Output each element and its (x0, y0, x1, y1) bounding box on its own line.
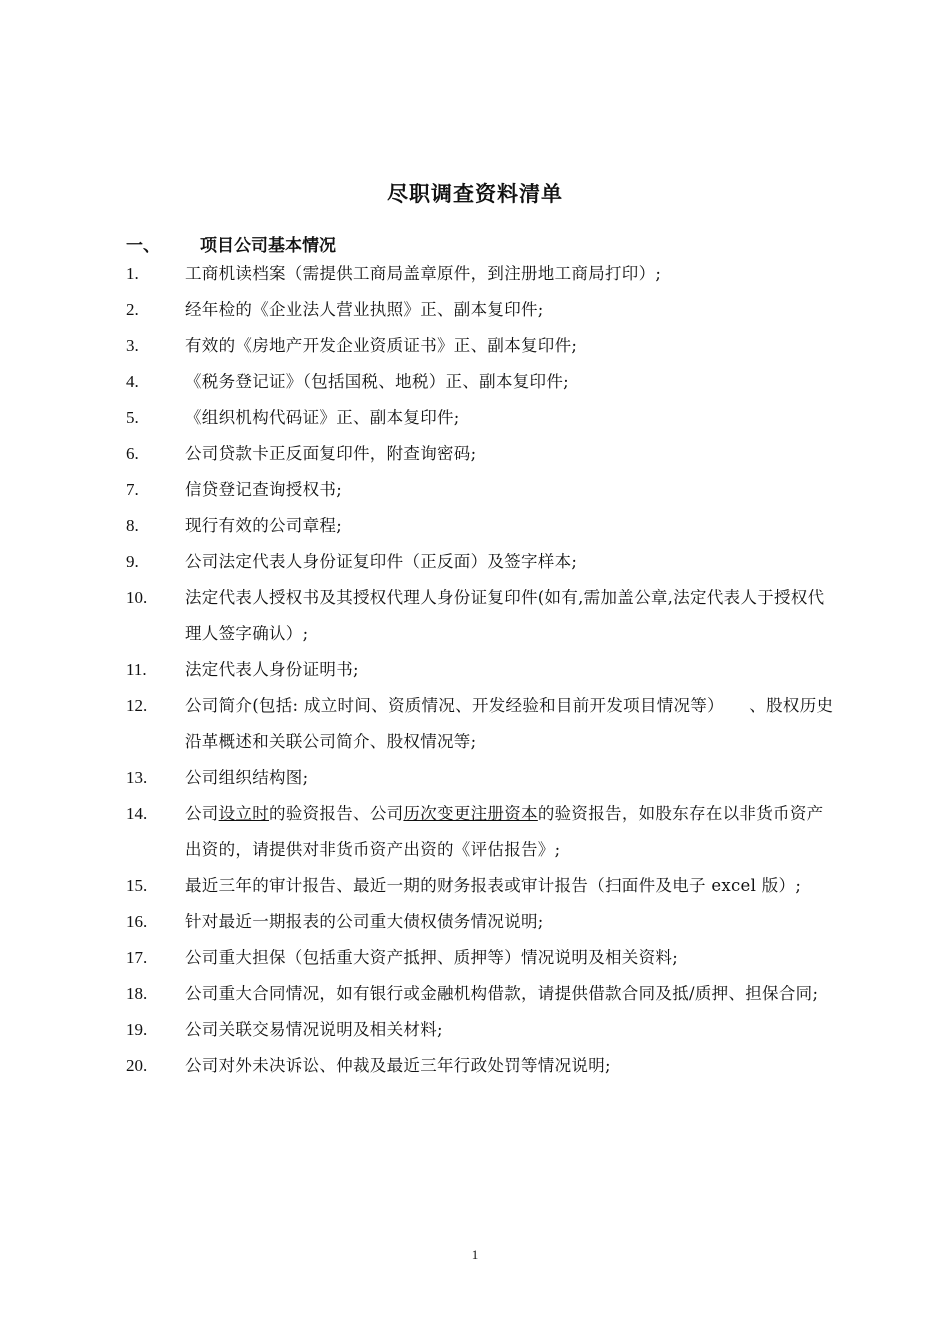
item-number: 20. (126, 1056, 148, 1075)
item-text-part: 的验资报告，如股东存在以非货币资产出资的，请提供对非货币资产出资的《评估报告》; (185, 804, 824, 859)
checklist (0, 256, 835, 1084)
item-number: 9. (126, 552, 139, 571)
item-number: 8. (126, 516, 139, 535)
item-text: 公司重大合同情况，如有银行或金融机构借款，请提供借款合同及抵/质押、担保合同; (185, 984, 819, 1003)
list-item (0, 1012, 835, 1048)
document-title: 尽职调查资料清单 (387, 181, 563, 206)
item-number: 12. (126, 696, 148, 715)
list-item (0, 868, 835, 904)
item-number: 11. (126, 660, 147, 679)
item-number: 2. (126, 300, 139, 319)
list-item (0, 796, 835, 868)
section-number: 一、 (126, 236, 160, 256)
list-item (0, 256, 835, 292)
list-item (0, 580, 835, 652)
list-item (0, 400, 835, 436)
underlined-text: 历次变更注册资本 (403, 804, 538, 823)
list-item (0, 760, 835, 796)
item-text-part: 的验资报告、公司 (269, 804, 404, 823)
item-text: 针对最近一期报表的公司重大债权债务情况说明; (185, 912, 544, 931)
item-text: 公司贷款卡正反面复印件，附查询密码; (185, 444, 477, 463)
item-text: 公司组织结构图; (185, 768, 309, 787)
item-text: 《组织机构代码证》正、副本复印件; (185, 408, 460, 427)
list-item (0, 1048, 835, 1084)
item-text: 经年检的《企业法人营业执照》正、副本复印件; (185, 300, 544, 319)
list-item (0, 688, 835, 760)
list-item (0, 508, 835, 544)
section-title: 项目公司基本情况 (200, 236, 336, 256)
item-text: 现行有效的公司章程; (185, 516, 343, 535)
item-text: 公司简介(包括: 成立时间、资质情况、开发经验和目前开发项目情况等） 、股权历史沿革概述和关联公司简介、股权情况等; (185, 696, 834, 751)
item-text: 公司法定代表人身份证复印件（正反面）及签字样本; (185, 552, 578, 571)
item-text: 工商机读档案（需提供工商局盖章原件，到注册地工商局打印）; (185, 264, 662, 283)
item-number: 4. (126, 372, 139, 391)
item-text: 信贷登记查询授权书; (185, 480, 343, 499)
list-item (0, 652, 835, 688)
item-number: 19. (126, 1020, 148, 1039)
list-item (0, 328, 835, 364)
item-number: 15. (126, 876, 148, 895)
item-number: 1. (126, 264, 139, 283)
list-item (0, 940, 835, 976)
list-item (0, 904, 835, 940)
section-heading (126, 231, 336, 256)
item-number: 16. (126, 912, 148, 931)
item-text: 有效的《房地产开发企业资质证书》正、副本复印件; (185, 336, 578, 355)
list-item (0, 364, 835, 400)
item-text: 法定代表人身份证明书; (185, 660, 359, 679)
item-text: 公司重大担保（包括重大资产抵押、质押等）情况说明及相关资料; (185, 948, 679, 967)
item-number: 13. (126, 768, 148, 787)
list-item (0, 976, 835, 1012)
item-number: 3. (126, 336, 139, 355)
list-item (0, 544, 835, 580)
item-number: 18. (126, 984, 148, 1003)
list-item (0, 292, 835, 328)
underlined-text: 设立时 (218, 804, 270, 823)
item-text: 法定代表人授权书及其授权代理人身份证复印件(如有,需加盖公章,法定代表人于授权代理人签字确认）; (185, 588, 825, 643)
item-number: 5. (126, 408, 139, 427)
item-number: 6. (126, 444, 139, 463)
page-number: 1 (471, 1247, 479, 1262)
item-text: 《税务登记证》（包括国税、地税）正、副本复印件; (185, 372, 570, 391)
item-text (185, 796, 835, 868)
item-number: 10. (126, 588, 148, 607)
item-text: 公司对外未决诉讼、仲裁及最近三年行政处罚等情况说明; (185, 1056, 611, 1075)
list-item (0, 472, 835, 508)
item-text: 最近三年的审计报告、最近一期的财务报表或审计报告（扫面件及电子 excel 版）; (185, 876, 802, 895)
item-number: 17. (126, 948, 148, 967)
item-number: 7. (126, 480, 139, 499)
list-item (0, 436, 835, 472)
item-number: 14. (126, 804, 148, 823)
item-text: 公司关联交易情况说明及相关材料; (185, 1020, 443, 1039)
item-text-part: 公司 (185, 804, 219, 823)
